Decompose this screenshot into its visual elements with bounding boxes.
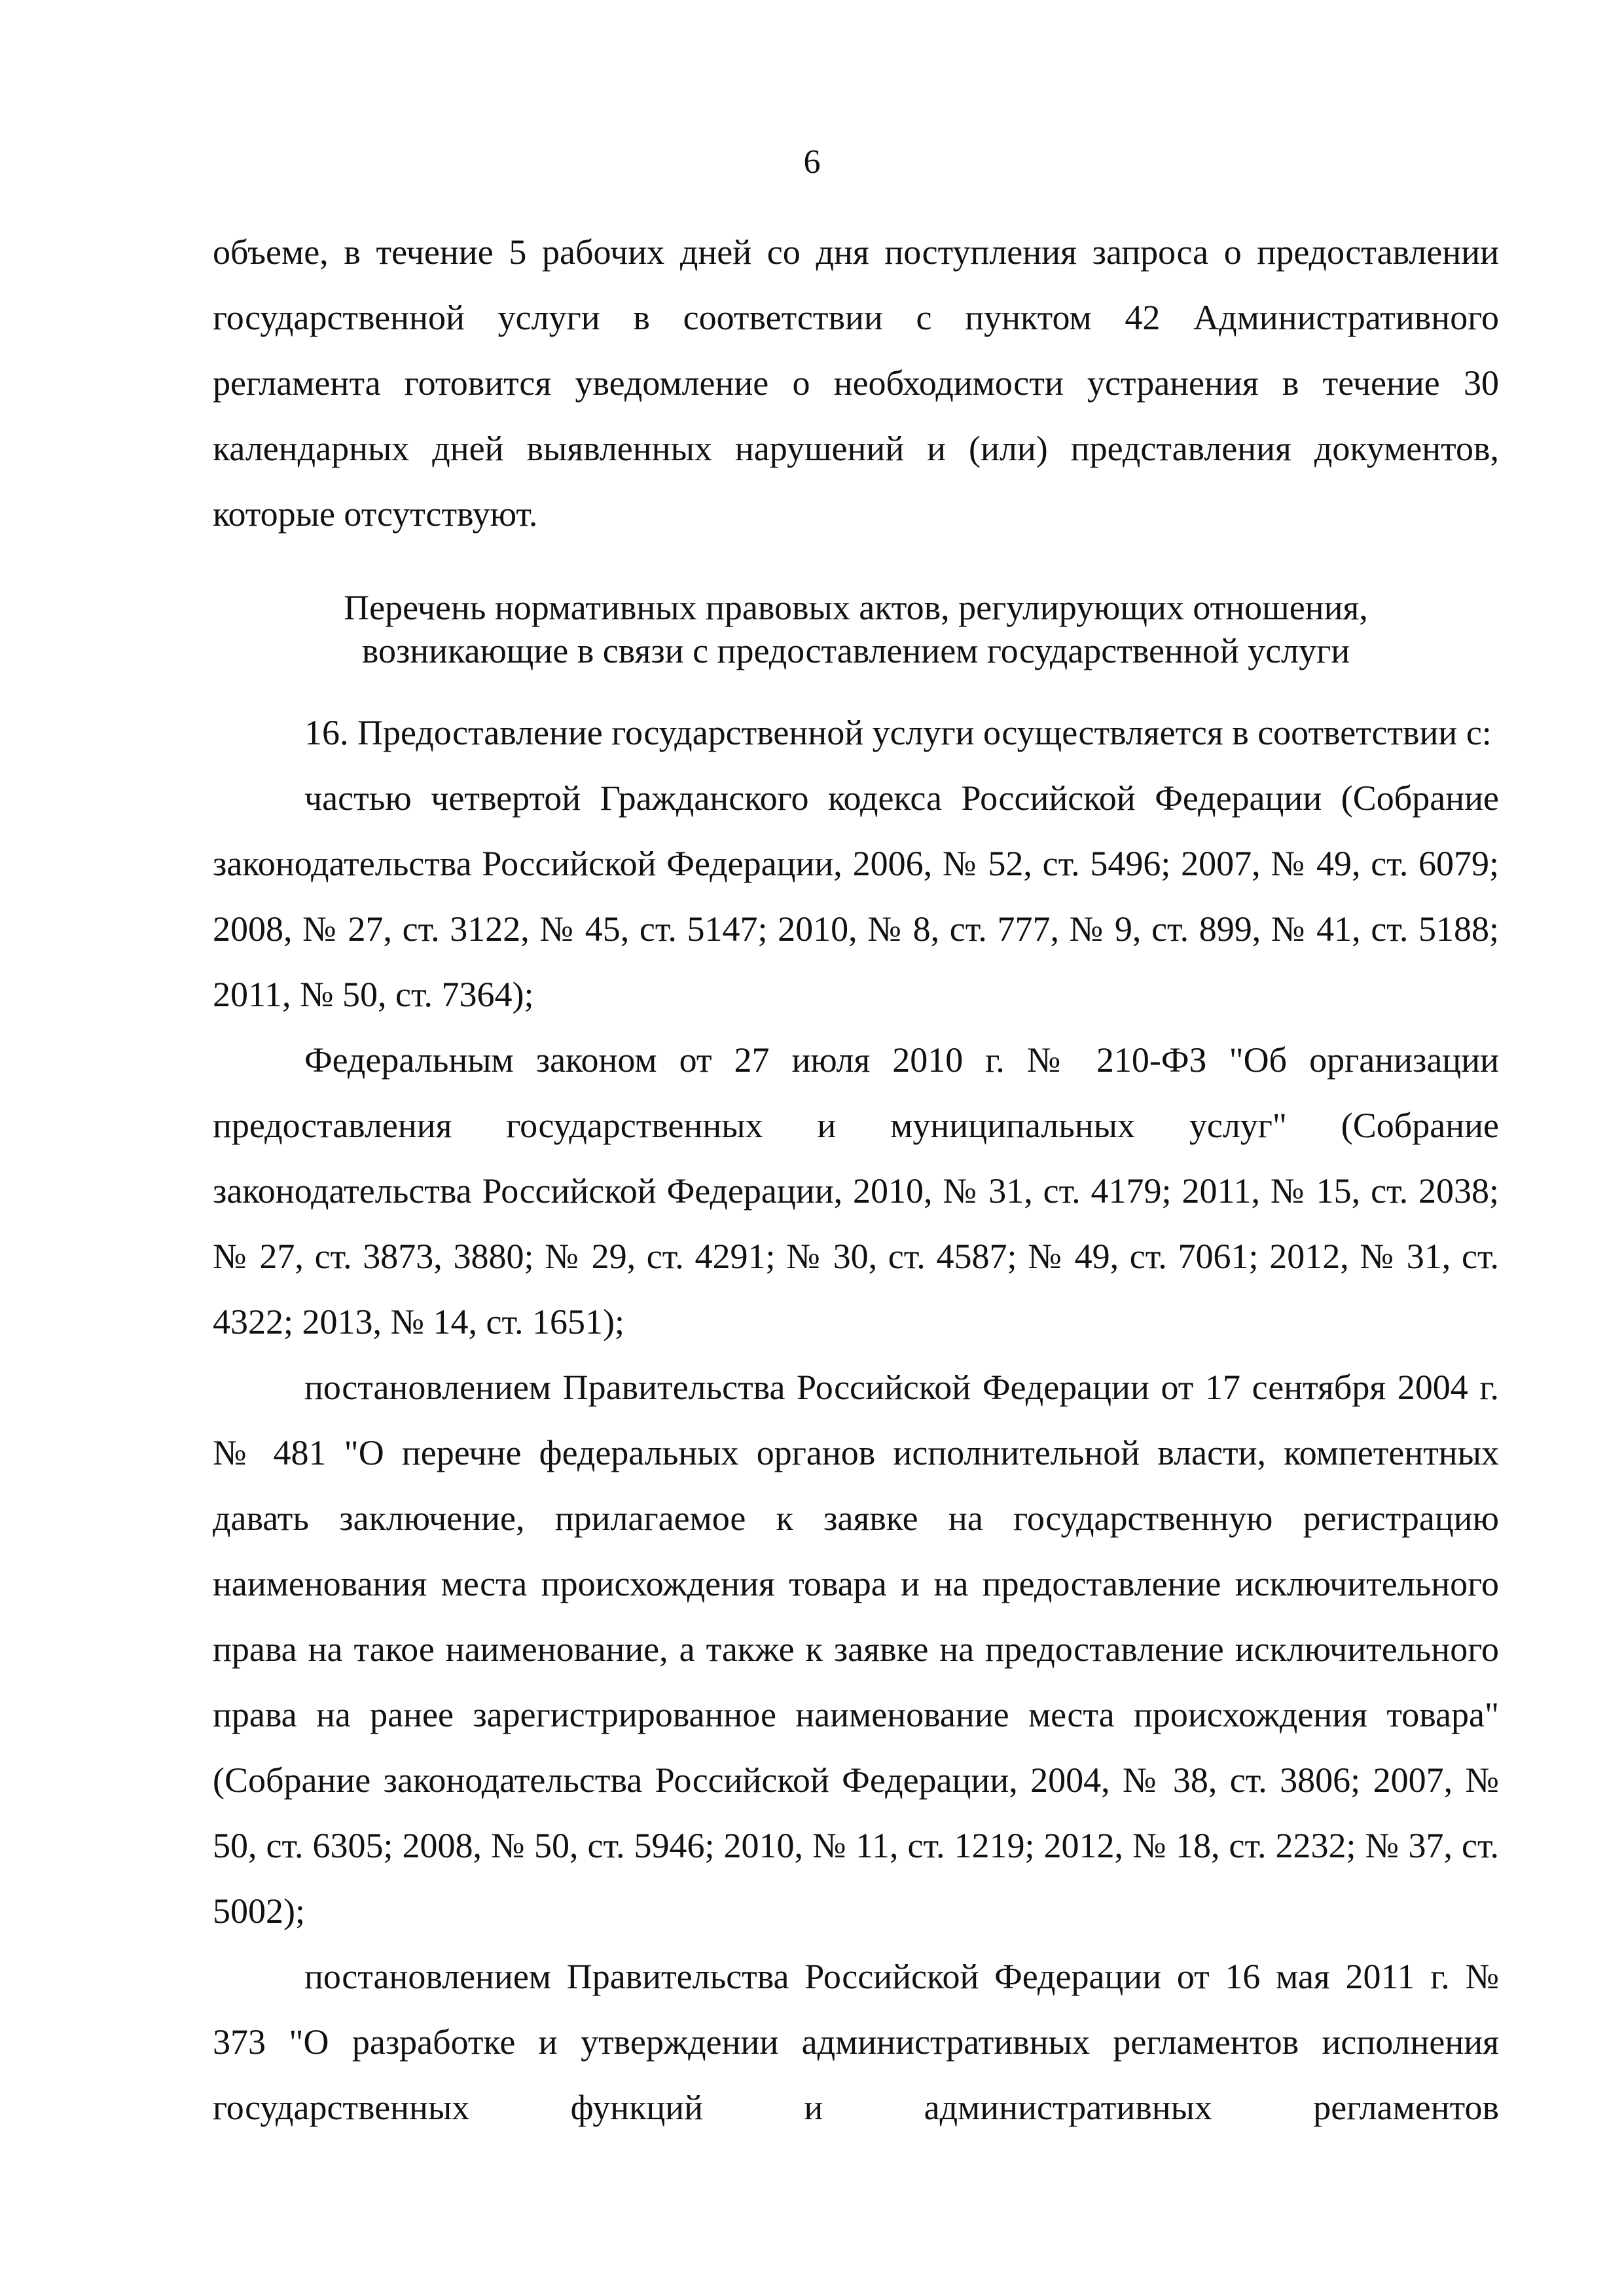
page-number: 6 [803,143,821,181]
section-heading-line-2: возникающие в связи с предоставлением государственной услуги [361,631,1350,670]
paragraph-federal-law-210: Федеральным законом от 27 июля 2010 г. № 210-ФЗ "Об организации предоставления государственных и муниципальных услуг" (Собрание законодательства Российской Федерации, 2010, № 31, ст. 4179; 2011, № 15, ст. 2038; № 27, ст. 3873, 3880; № 29, ст. 4291; № 30, ст. 4587; № 49, ст. 7061; 2012, № 31, ст. 4322; 2013, № 14, ст. 1651); [213,1040,1499,1341]
section-heading [213,586,1499,672]
paragraph-civil-code: частью четвертой Гражданского кодекса Российской Федерации (Собрание законодательства Российской Федерации, 2006, № 52, ст. 5496; 2007, № 49, ст. 6079; 2008, № 27, ст. 3122, № 45, ст. 5147; 2010, № 8, ст. 777, № 9, ст. 899, № 41, ст. 5188; 2011, № 50, ст. 7364); [213,778,1499,1014]
paragraph-resolution-373: постановлением Правительства Российской Федерации от 16 мая 2011 г. № 373 "О разработке и утверждении административных регламентов исполнения государственных функций и административных регламентов [213,1957,1499,2127]
paragraph-item-16: 16. Предоставление государственной услуги осуществляется в соответствии с: [304,713,1492,752]
section-heading-line-1: Перечень нормативных правовых актов, регулирующих отношения, [344,588,1368,627]
paragraph-continuation: объеме, в течение 5 рабочих дней со дня поступления запроса о предоставлении государственной услуги в соответствии с пунктом 42 Административного регламента готовится уведомление о необходимости устранения в течение 30 календарных дней выявленных нарушений и (или) представления документов, которые отсутствуют. [213,232,1499,534]
paragraph-resolution-481: постановлением Правительства Российской Федерации от 17 сентября 2004 г. № 481 "О перечне федеральных органов исполнительной власти, компетентных давать заключение, прилагаемое к заявке на государственную регистрацию наименования места происхождения товара и на предоставление исключительного права на такое наименование, а также к заявке на предоставление исключительного права на ранее зарегистрированное наименование места происхождения товара" (Собрание законодательства Российской Федерации, 2004, № 38, ст. 3806; 2007, № 50, ст. 6305; 2008, № 50, ст. 5946; 2010, № 11, ст. 1219; 2012, № 18, ст. 2232; № 37, ст. 5002); [213,1368,1499,1931]
document-body [213,219,1499,2140]
